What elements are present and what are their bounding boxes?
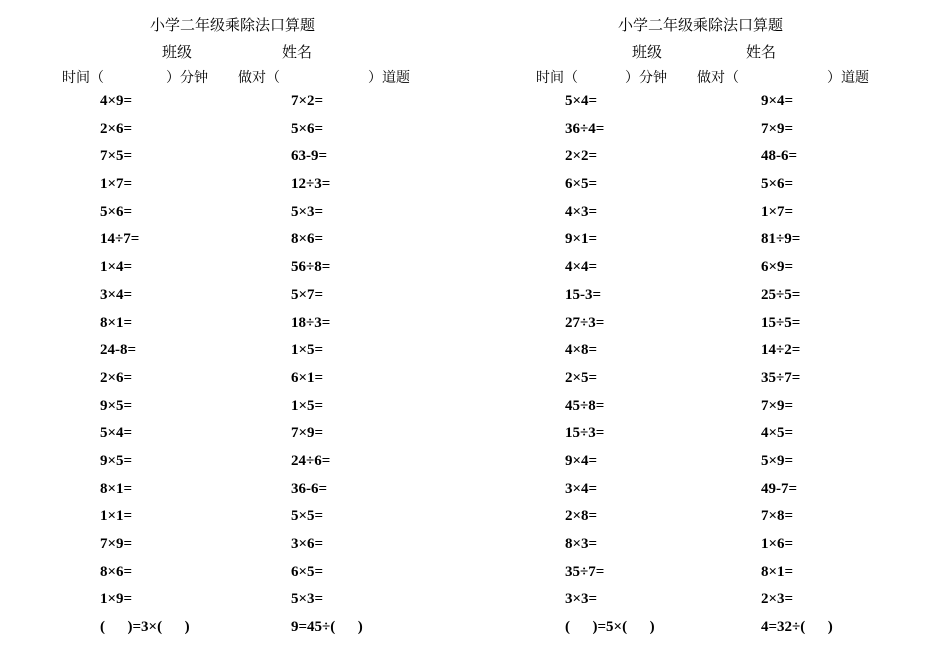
math-problem: 12÷3=: [291, 176, 331, 193]
math-problem: 15÷3=: [565, 425, 605, 442]
math-problem: 3×3=: [565, 591, 598, 608]
math-problem: 2×8=: [565, 508, 598, 525]
correct-label: 做对（: [238, 70, 280, 86]
correct-label: 做对（: [697, 70, 739, 86]
math-problem: 14÷2=: [761, 342, 801, 359]
class-label: 班级: [632, 43, 663, 61]
math-problem: 8×6=: [100, 563, 133, 580]
math-problem: 81÷9=: [761, 231, 801, 248]
math-problem: ( )=3×( ): [100, 619, 190, 636]
math-problem: 8×1=: [100, 480, 133, 497]
math-problem: 7×5=: [100, 148, 133, 165]
math-problem: 3×4=: [565, 480, 598, 497]
math-problem: 6×1=: [291, 369, 324, 386]
problem-column: [761, 90, 833, 644]
math-problem: 1×7=: [100, 176, 133, 193]
minutes-label: ）分钟: [625, 70, 667, 86]
math-problem: 49-7=: [761, 480, 798, 497]
class-label: 班级: [162, 43, 193, 61]
math-problem: 45÷8=: [565, 397, 605, 414]
math-problem: 1×6=: [761, 536, 794, 552]
math-problem: 7×9=: [761, 397, 794, 414]
math-problem: 4×3=: [565, 203, 598, 220]
math-problem: 4×8=: [565, 342, 598, 359]
math-problem: 1×5=: [291, 342, 324, 359]
math-problem: 14÷7=: [100, 231, 140, 248]
math-problem: 8×6=: [291, 231, 324, 248]
math-problem: 15÷5=: [761, 314, 801, 331]
math-problem: 8×1=: [100, 314, 133, 331]
math-problem: 2×6=: [100, 369, 133, 386]
math-problem: 5×5=: [291, 508, 324, 525]
math-problem: 7×9=: [100, 536, 133, 552]
minutes-label: ）分钟: [166, 70, 208, 86]
math-problem: 7×9=: [291, 425, 324, 442]
math-problem: 7×8=: [761, 508, 794, 525]
math-problem: 2×2=: [565, 148, 598, 165]
math-problem: 9×1=: [565, 231, 598, 248]
math-problem: 9×4=: [565, 452, 598, 469]
math-problem: 18÷3=: [291, 314, 331, 331]
time-label: 时间（: [62, 70, 104, 86]
math-problem: 48-6=: [761, 148, 798, 165]
math-problem: 35÷7=: [761, 369, 801, 386]
math-problem: 1×9=: [100, 591, 133, 608]
math-problem: 8×3=: [565, 536, 598, 552]
worksheet-right: [475, 0, 950, 672]
math-problem: 3×4=: [100, 286, 133, 303]
worksheet-title: 小学二年级乘除法口算题: [618, 16, 784, 34]
name-label: 姓名: [746, 43, 777, 61]
problem-column: [100, 90, 190, 644]
math-problem: ( )=5×( ): [565, 619, 655, 636]
math-problem: 4×9=: [100, 93, 133, 109]
problem-column: [565, 90, 655, 644]
math-problem: 6×5=: [291, 563, 324, 580]
problem-column: [291, 90, 363, 644]
math-problem: 56÷8=: [291, 259, 331, 276]
math-problem: 9×5=: [100, 397, 133, 414]
questions-label: ）道题: [368, 70, 410, 86]
math-problem: 5×9=: [761, 452, 794, 469]
math-problem: 5×3=: [291, 591, 324, 608]
math-problem: 35÷7=: [565, 563, 605, 580]
math-problem: 6×9=: [761, 259, 794, 276]
math-problem: 24-8=: [100, 342, 137, 359]
math-problem: 5×7=: [291, 286, 324, 303]
math-problem: 9×4=: [761, 93, 794, 109]
math-problem: 1×1=: [100, 508, 133, 525]
math-problem: 2×3=: [761, 591, 794, 608]
math-problem: 8×1=: [761, 563, 794, 580]
math-problem: 5×6=: [761, 176, 794, 193]
math-problem: 9×5=: [100, 452, 133, 469]
math-problem: 6×5=: [565, 176, 598, 193]
math-problem: 15-3=: [565, 286, 602, 303]
math-problem: 4×5=: [761, 425, 794, 442]
math-problem: 7×2=: [291, 93, 324, 109]
math-problem: 5×4=: [565, 93, 598, 109]
math-problem: 24÷6=: [291, 452, 331, 469]
math-problem: 63-9=: [291, 148, 328, 165]
math-problem: 2×6=: [100, 120, 133, 137]
math-problem: 4×4=: [565, 259, 598, 276]
time-label: 时间（: [536, 70, 578, 86]
math-problem: 2×5=: [565, 369, 598, 386]
math-problem: 1×5=: [291, 397, 324, 414]
math-problem: 5×6=: [100, 203, 133, 220]
name-label: 姓名: [282, 43, 313, 61]
math-problem: 4=32÷( ): [761, 619, 833, 636]
math-problem: 7×9=: [761, 120, 794, 137]
questions-label: ）道题: [827, 70, 869, 86]
math-problem: 9=45÷( ): [291, 619, 363, 636]
math-problem: 5×6=: [291, 120, 324, 137]
math-problem: 36÷4=: [565, 120, 605, 137]
math-problem: 25÷5=: [761, 286, 801, 303]
math-problem: 5×3=: [291, 203, 324, 220]
math-problem: 27÷3=: [565, 314, 605, 331]
math-problem: 1×4=: [100, 259, 133, 276]
math-problem: 5×4=: [100, 425, 133, 442]
math-problem: 1×7=: [761, 203, 794, 220]
math-problem: 3×6=: [291, 536, 324, 552]
worksheet-title: 小学二年级乘除法口算题: [150, 16, 316, 34]
math-problem: 36-6=: [291, 480, 328, 497]
